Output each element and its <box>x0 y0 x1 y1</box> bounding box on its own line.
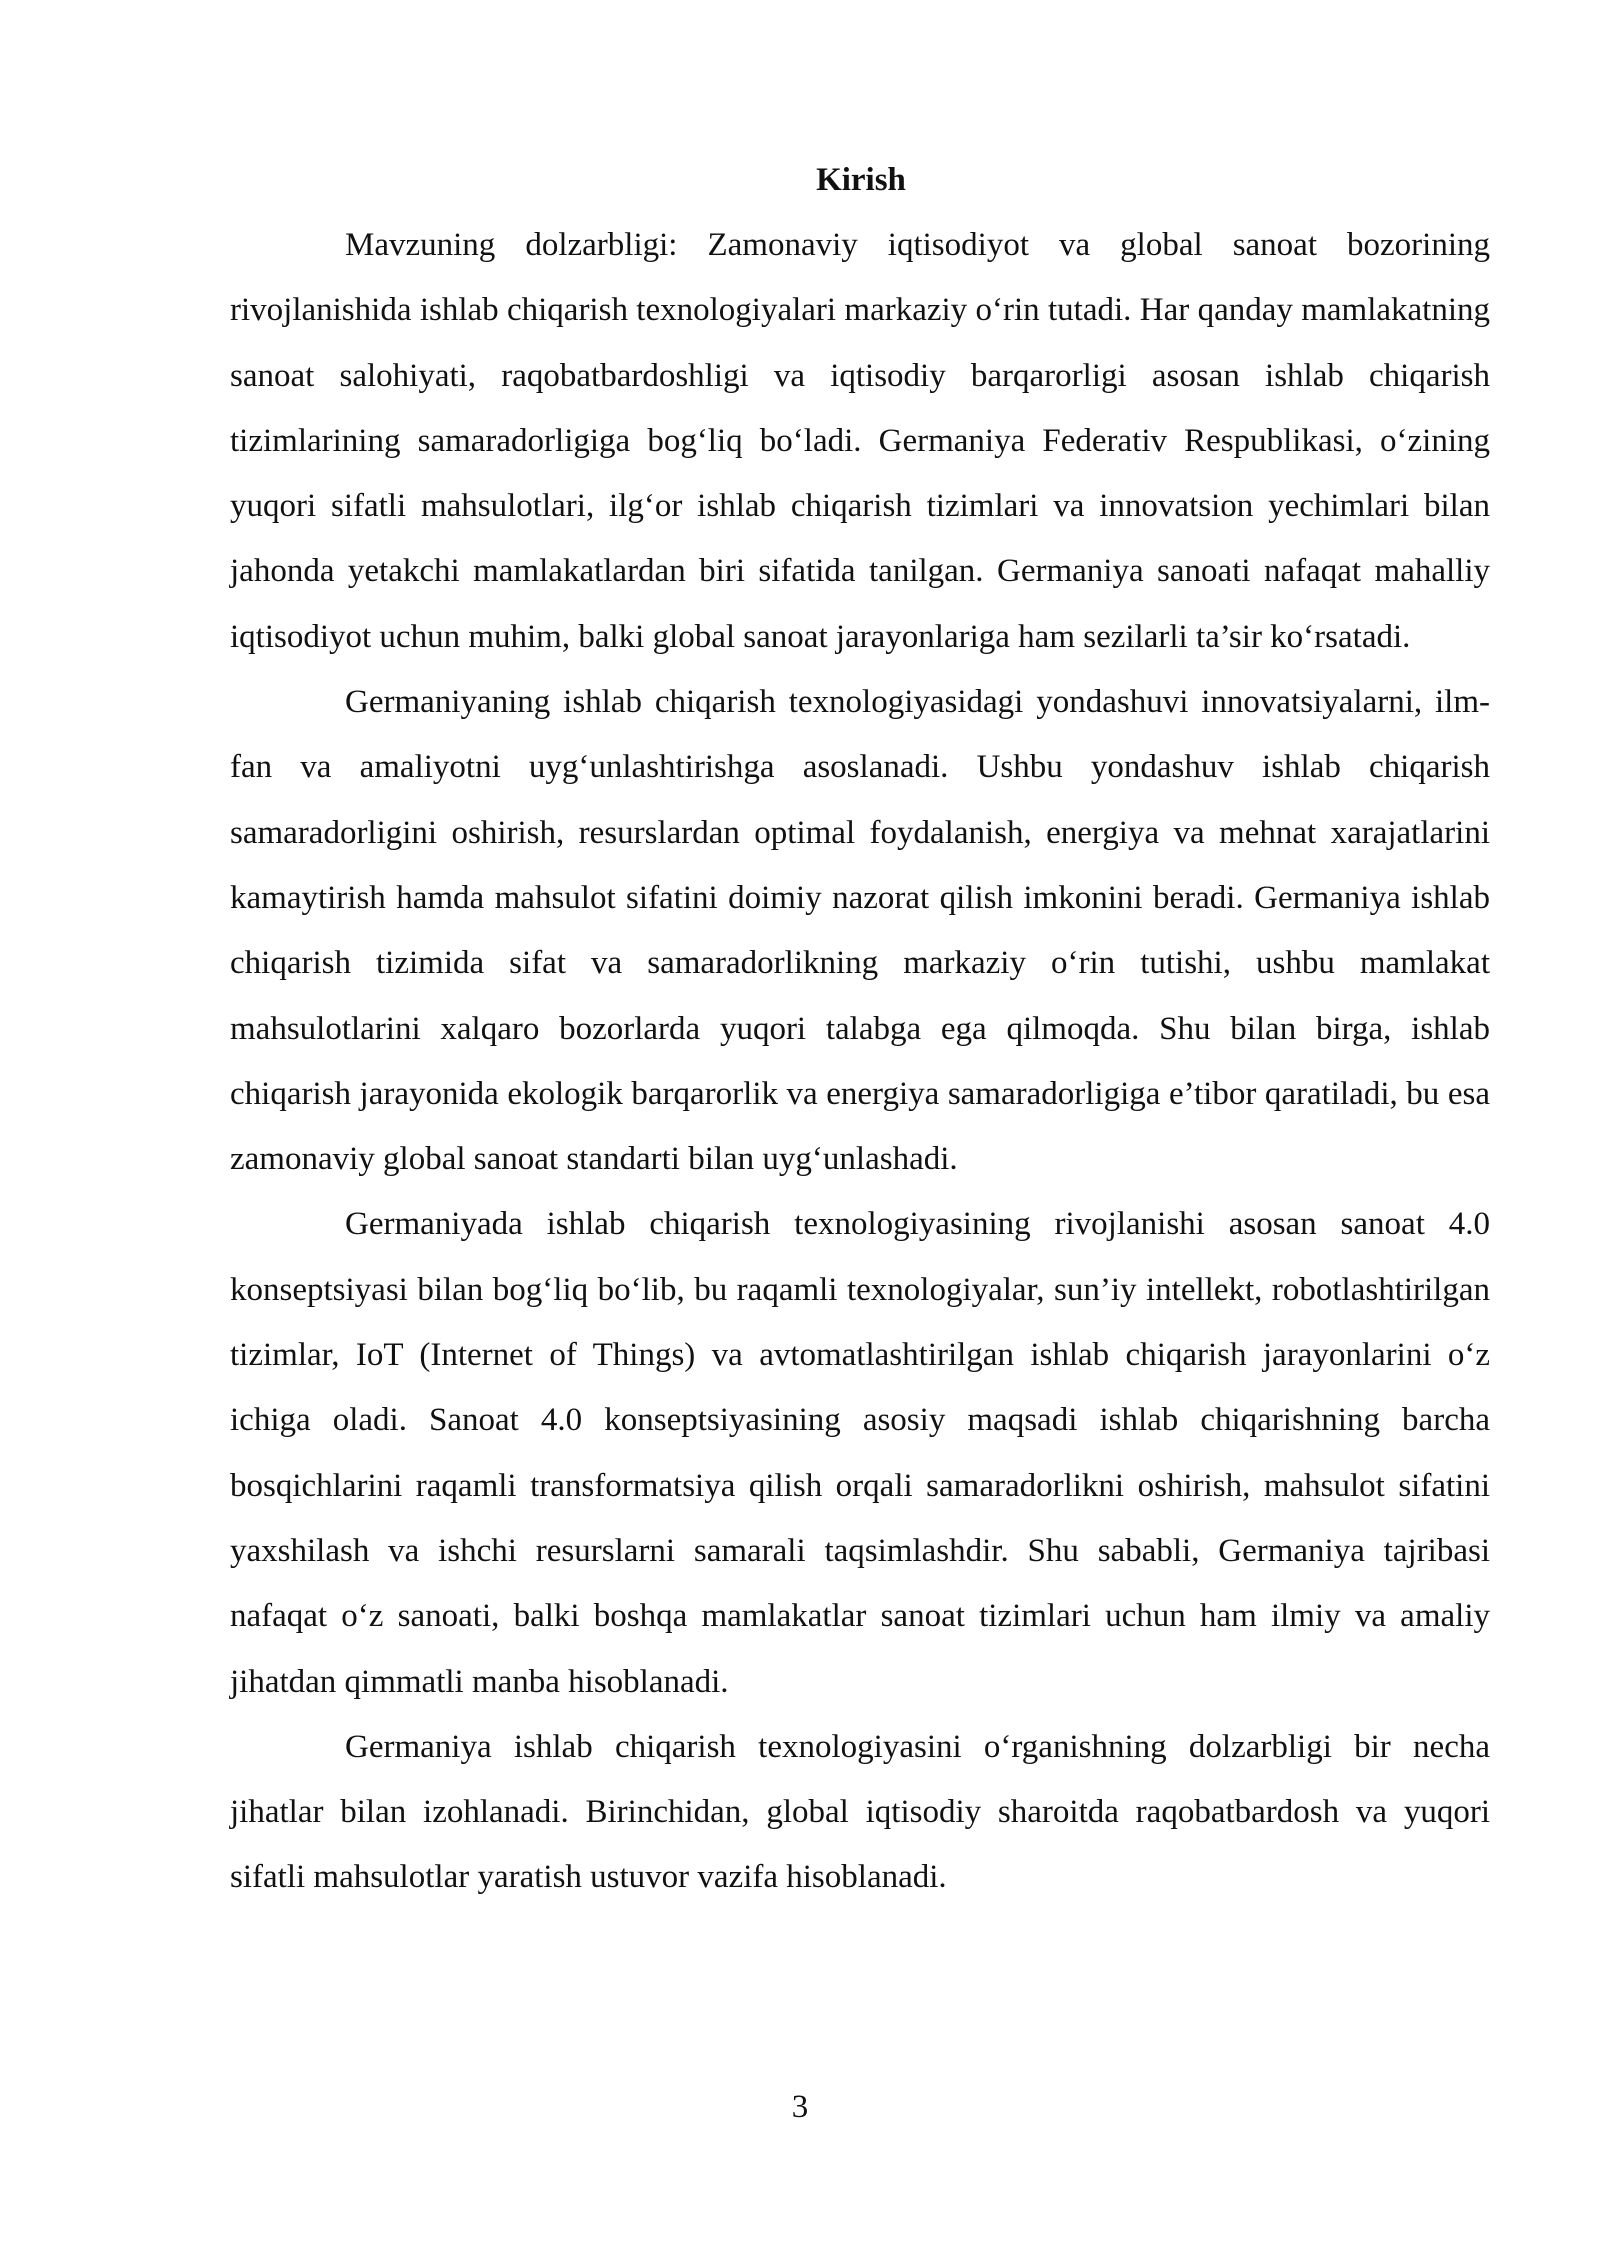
paragraph-relevance-intro: Mavzuning dolzarbligi: Zamonaviy iqtisodiyot va global sanoat bozorining rivojlanishida ishlab chiqarish texnologiyalari markaziy o‘rin tutadi. Har qanday mamlakatning sanoat salohiyati, raqobatbardoshligi va iqtisodiy barqarorligi asosan ishlab chiqarish tizimlarining samaradorligiga bog‘liq bo‘ladi. Germaniya Federativ Respublikasi, o‘zining yuqori sifatli mahsulotlari, ilg‘or ishlab chiqarish tizimlari va innovatsion yechimlari bilan jahonda yetakchi mamlakatlardan biri sifatida tanilgan. Germaniya sanoati nafaqat mahalliy iqtisodiyot uchun muhim, balki global sanoat jarayonlariga ham sezilarli ta’sir ko‘rsatadi. <box>230 227 1490 655</box>
section-title: Kirish <box>816 162 906 198</box>
page-content <box>230 148 1490 1911</box>
page-number: 3 <box>791 2089 809 2125</box>
paragraph-industry-4-0: Germaniyada ishlab chiqarish texnologiyasining rivojlanishi asosan sanoat 4.0 konseptsiyasi bilan bog‘liq bo‘lib, bu raqamli texnologiyalar, sun’iy intellekt, robotlashtirilgan tizimlar, IoT (Internet of Things) va avtomatlashtirilgan ishlab chiqarish jarayonlarini o‘z ichiga oladi. Sanoat 4.0 konseptsiyasining asosiy maqsadi ishlab chiqarishning barcha bosqichlarini raqamli transformatsiya qilish orqali samaradorlikni oshirish, mahsulot sifatini yaxshilash va ishchi resurslarni samarali taqsimlashdir. Shu sababli, Germaniya tajribasi nafaqat o‘z sanoati, balki boshqa mamlakatlar sanoat tizimlari uchun ham ilmiy va amaliy jihatdan qimmatli manba hisoblanadi. <box>230 1206 1490 1700</box>
paragraph-approach: Germaniyaning ishlab chiqarish texnologiyasidagi yondashuvi innovatsiyalarni, ilm-fan va amaliyotni uyg‘unlashtirishga asoslanadi. Ushbu yondashuv ishlab chiqarish samaradorligini oshirish, resurslardan optimal foydalanish, energiya va mehnat xarajatlarini kamaytirish hamda mahsulot sifatini doimiy nazorat qilish imkonini beradi. Germaniya ishlab chiqarish tizimida sifat va samaradorlikning markaziy o‘rin tutishi, ushbu mamlakat mahsulotlarini xalqaro bozorlarda yuqori talabga ega qilmoqda. Shu bilan birga, ishlab chiqarish jarayonida ekologik barqarorlik va energiya samaradorligiga e’tibor qaratiladi, bu esa zamonaviy global sanoat standarti bilan uyg‘unlashadi. <box>230 684 1490 1178</box>
paragraph-relevance-aspects: Germaniya ishlab chiqarish texnologiyasini o‘rganishning dolzarbligi bir necha jihatlar bilan izohlanadi. Birinchidan, global iqtisodiy sharoitda raqobatbardosh va yuqori sifatli mahsulotlar yaratish ustuvor vazifa hisoblanadi. <box>230 1728 1490 1896</box>
